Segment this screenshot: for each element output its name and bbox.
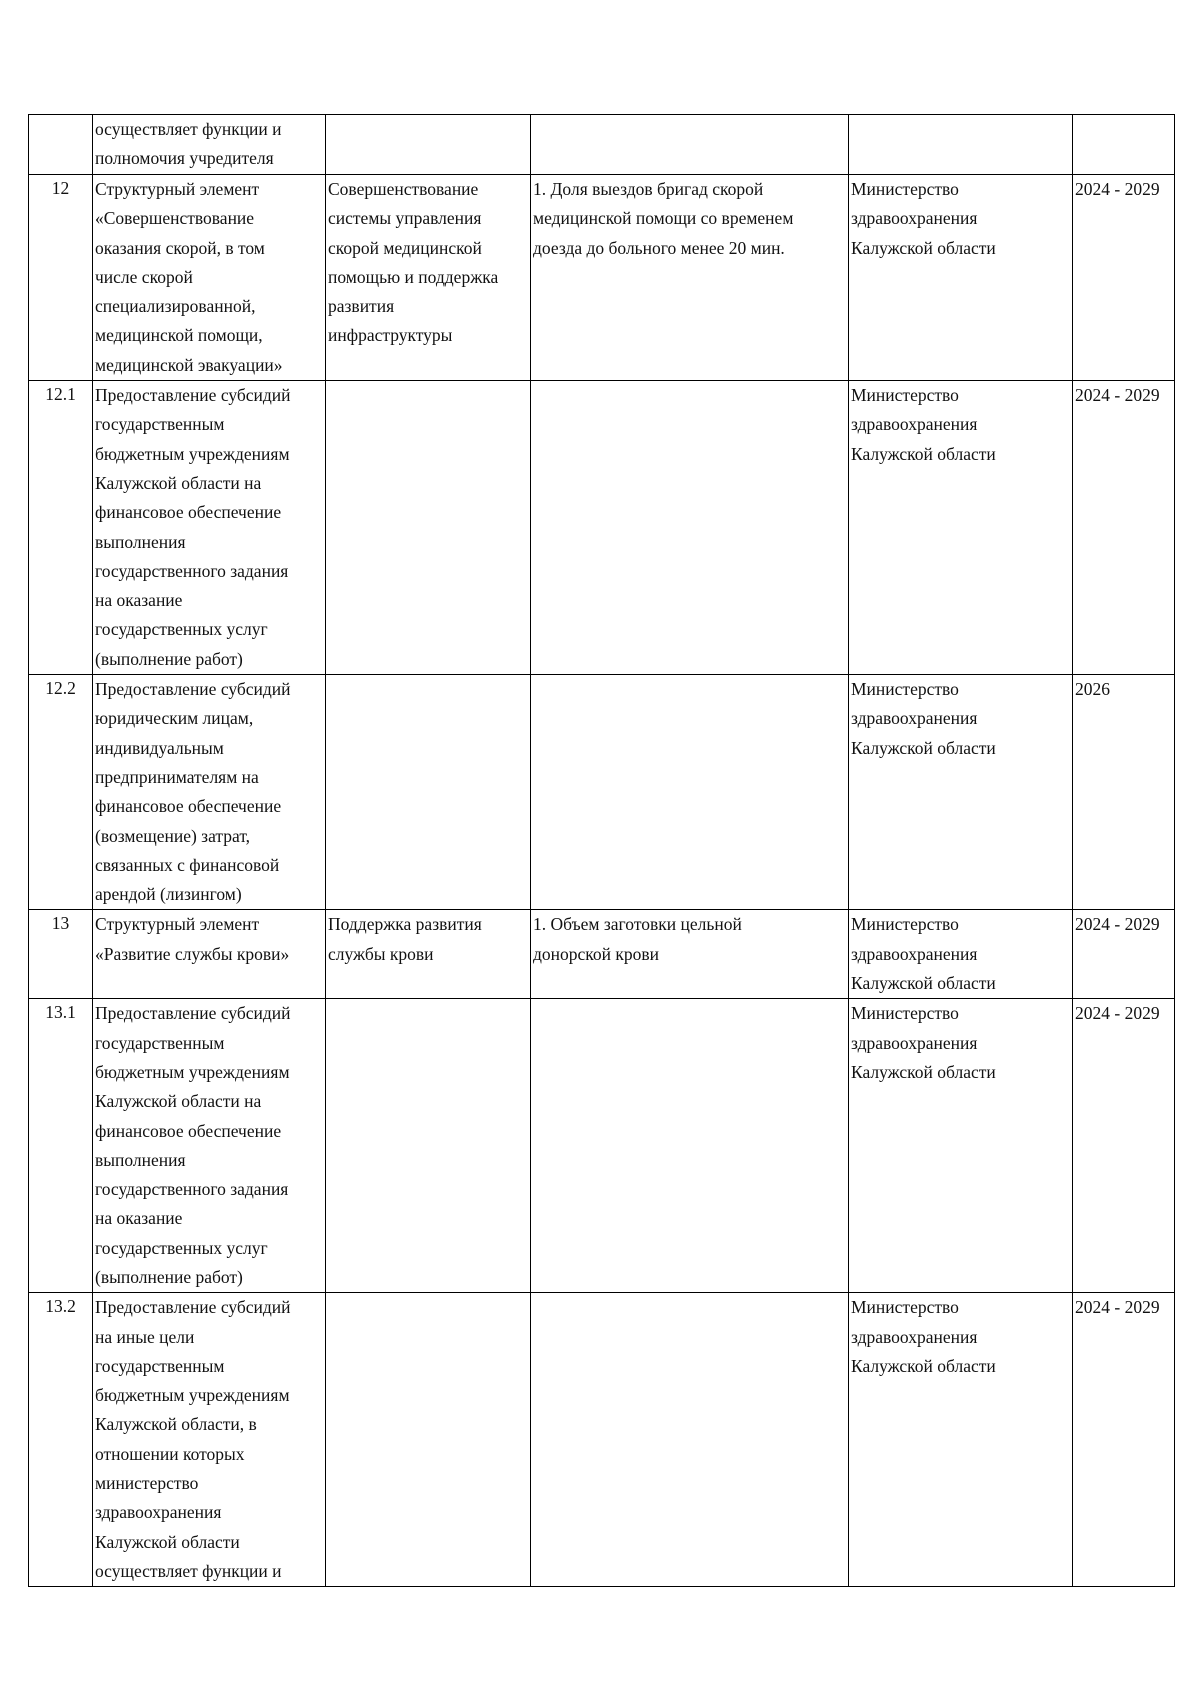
cell-line: бюджетным учреждениям xyxy=(95,1385,290,1406)
cell-line: Калужской области xyxy=(95,1531,240,1552)
table-body xyxy=(29,115,1175,1587)
cell-line: здравоохранения xyxy=(95,1502,222,1523)
cell-line: медицинской помощи со временем xyxy=(533,208,794,229)
cell-line: выполнения xyxy=(95,1149,186,1170)
cell-line: осуществляет функции и xyxy=(95,119,282,139)
cell-line: «Совершенствование xyxy=(95,208,255,229)
cell-line: арендой (лизингом) xyxy=(95,884,242,905)
cell-line: здравоохранения xyxy=(851,208,978,229)
task-cell xyxy=(326,910,531,999)
cell-line: Предоставление субсидий xyxy=(95,385,291,406)
cell-line: медицинской эвакуации» xyxy=(95,354,283,375)
cell-line: Предоставление субсидий xyxy=(95,679,291,700)
cell-line: финансовое обеспечение xyxy=(95,1120,282,1141)
indicator-cell xyxy=(531,381,849,675)
period-cell: 2026 xyxy=(1073,675,1175,910)
cell-line: Калужской области xyxy=(851,443,996,464)
cell-line: здравоохранения xyxy=(851,1326,978,1347)
row-number: 13.2 xyxy=(29,1293,93,1587)
responsible-cell xyxy=(849,115,1073,175)
table-row xyxy=(29,175,1175,381)
responsible-cell xyxy=(849,999,1073,1293)
cell-line: Калужской области xyxy=(851,1061,996,1082)
task-cell xyxy=(326,999,531,1293)
row-number: 12.1 xyxy=(29,381,93,675)
responsible-cell xyxy=(849,910,1073,999)
row-number: 12 xyxy=(29,175,93,381)
table-row xyxy=(29,675,1175,910)
structural-element-cell xyxy=(93,381,326,675)
cell-line: Совершенствование xyxy=(328,179,479,199)
cell-line: помощью и поддержка xyxy=(328,266,499,287)
cell-line: Калужской области, в xyxy=(95,1414,257,1435)
cell-line: здравоохранения xyxy=(851,943,978,964)
cell-line: бюджетным учреждениям xyxy=(95,1061,290,1082)
structural-element-cell xyxy=(93,115,326,175)
indicator-cell xyxy=(531,910,849,999)
table-row xyxy=(29,999,1175,1293)
cell-line: Предоставление субсидий xyxy=(95,1297,291,1318)
cell-line: Министерство xyxy=(851,385,959,406)
cell-line: государственных услуг xyxy=(95,1237,268,1258)
task-cell xyxy=(326,381,531,675)
cell-line: здравоохранения xyxy=(851,414,978,435)
cell-line: выполнения xyxy=(95,531,186,552)
cell-line: Структурный элемент xyxy=(95,179,260,199)
row-number: 12.2 xyxy=(29,675,93,910)
cell-line: донорской крови xyxy=(533,943,660,964)
period-cell xyxy=(1073,115,1175,175)
cell-line: (выполнение работ) xyxy=(95,648,243,669)
cell-line: министерство xyxy=(95,1473,199,1494)
cell-line: полномочия учредителя xyxy=(95,148,274,169)
cell-line: 1. Доля выездов бригад скорой xyxy=(533,179,764,199)
indicator-cell xyxy=(531,115,849,175)
period-cell: 2024 - 2029 xyxy=(1073,1293,1175,1587)
responsible-cell xyxy=(849,175,1073,381)
indicator-cell xyxy=(531,999,849,1293)
cell-line: Калужской области xyxy=(851,237,996,258)
table-row xyxy=(29,381,1175,675)
task-cell xyxy=(326,175,531,381)
row-number: 13 xyxy=(29,910,93,999)
table-row xyxy=(29,910,1175,999)
structural-element-cell xyxy=(93,1293,326,1587)
period-cell: 2024 - 2029 xyxy=(1073,910,1175,999)
cell-line: на иные цели xyxy=(95,1326,195,1347)
structural-element-cell xyxy=(93,910,326,999)
cell-line: связанных с финансовой xyxy=(95,854,280,875)
cell-line: (возмещение) затрат, xyxy=(95,825,251,846)
cell-line: Калужской области xyxy=(851,737,996,758)
cell-line: Калужской области на xyxy=(95,1091,262,1112)
table-row xyxy=(29,115,1175,175)
cell-line: оказания скорой, в том xyxy=(95,237,265,258)
cell-line: Министерство xyxy=(851,679,959,700)
cell-line: государственным xyxy=(95,1355,225,1376)
cell-line: числе скорой xyxy=(95,266,193,287)
cell-line: государственным xyxy=(95,414,225,435)
responsible-cell xyxy=(849,1293,1073,1587)
cell-line: системы управления xyxy=(328,208,482,229)
cell-line: Министерство xyxy=(851,179,959,199)
structural-element-cell xyxy=(93,999,326,1293)
measures-table xyxy=(28,114,1175,1587)
cell-line: государственным xyxy=(95,1032,225,1053)
task-cell xyxy=(326,675,531,910)
cell-line: Министерство xyxy=(851,1297,959,1318)
task-cell xyxy=(326,115,531,175)
cell-line: осуществляет функции и xyxy=(95,1560,282,1581)
task-cell xyxy=(326,1293,531,1587)
cell-line: Министерство xyxy=(851,914,959,935)
cell-line: здравоохранения xyxy=(851,708,978,729)
cell-line: отношении которых xyxy=(95,1443,245,1464)
cell-line: Предоставление субсидий xyxy=(95,1003,291,1024)
cell-line: государственных услуг xyxy=(95,619,268,640)
structural-element-cell xyxy=(93,675,326,910)
cell-line: финансовое обеспечение xyxy=(95,502,282,523)
cell-line: здравоохранения xyxy=(851,1032,978,1053)
table-row xyxy=(29,1293,1175,1587)
cell-line: государственного задания xyxy=(95,560,289,581)
indicator-cell xyxy=(531,675,849,910)
cell-line: (выполнение работ) xyxy=(95,1266,243,1287)
cell-line: скорой медицинской xyxy=(328,237,482,258)
cell-line: развития xyxy=(328,296,395,317)
cell-line: 1. Объем заготовки цельной xyxy=(533,914,742,935)
period-cell: 2024 - 2029 xyxy=(1073,999,1175,1293)
cell-line: финансовое обеспечение xyxy=(95,796,282,817)
cell-line: Калужской области xyxy=(851,1355,996,1376)
indicator-cell xyxy=(531,175,849,381)
cell-line: Министерство xyxy=(851,1003,959,1024)
cell-line: специализированной, xyxy=(95,296,256,317)
cell-line: медицинской помощи, xyxy=(95,325,263,346)
responsible-cell xyxy=(849,675,1073,910)
period-cell: 2024 - 2029 xyxy=(1073,381,1175,675)
indicator-cell xyxy=(531,1293,849,1587)
cell-line: индивидуальным xyxy=(95,737,224,758)
cell-line: Калужской области xyxy=(851,973,996,994)
cell-line: инфраструктуры xyxy=(328,325,453,346)
cell-line: Поддержка развития xyxy=(328,914,482,935)
cell-line: на оказание xyxy=(95,1208,183,1229)
cell-line: «Развитие службы крови» xyxy=(95,943,290,964)
cell-line: юридическим лицам, xyxy=(95,708,254,729)
cell-line: на оказание xyxy=(95,590,183,611)
responsible-cell xyxy=(849,381,1073,675)
row-number: 13.1 xyxy=(29,999,93,1293)
cell-line: Калужской области на xyxy=(95,472,262,493)
cell-line: бюджетным учреждениям xyxy=(95,443,290,464)
period-cell: 2024 - 2029 xyxy=(1073,175,1175,381)
cell-line: государственного задания xyxy=(95,1179,289,1200)
cell-line: службы крови xyxy=(328,943,434,964)
cell-line: предпринимателям на xyxy=(95,766,259,787)
row-number xyxy=(29,115,93,175)
structural-element-cell xyxy=(93,175,326,381)
cell-line: Структурный элемент xyxy=(95,914,260,935)
cell-line: доезда до больного менее 20 мин. xyxy=(533,237,785,258)
